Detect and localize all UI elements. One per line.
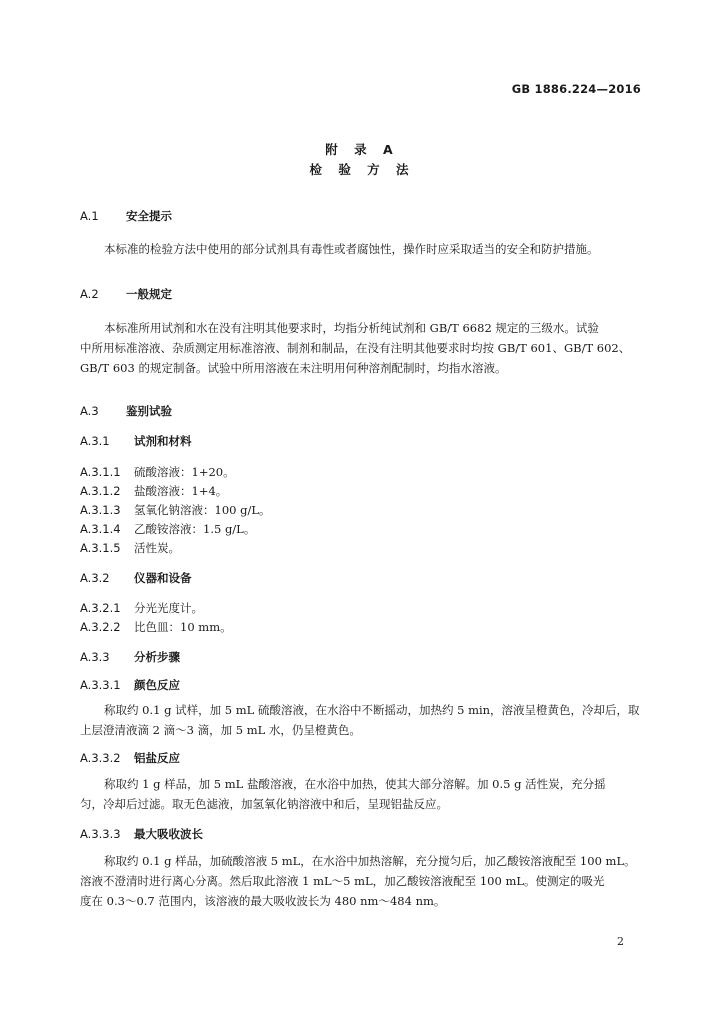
paragraph-line: 溶液不澄清时进行离心分离。然后取此溶液 1 mL～5 mL，加乙酸铵溶液配至 100 mL。使测定的吸光	[80, 874, 605, 888]
section-title: 鉴别试验	[126, 404, 172, 418]
list-item: A.3.1.3 氢氧化钠溶液：100 g/L。	[80, 503, 271, 517]
section-title: 最大吸收波长	[134, 827, 203, 841]
section-title: 分析步骤	[134, 650, 180, 664]
section-number: A.2	[80, 287, 99, 301]
list-item: A.3.1.5 活性炭。	[80, 541, 180, 555]
paragraph-line: GB/T 603 的规定制备。试验中所用溶液在未注明用何种溶剂配制时，均指水溶液。	[80, 361, 507, 375]
section-heading-a3-3-3	[80, 826, 203, 842]
paragraph-line: 上层澄清液滴 2 滴～3 滴，加 5 mL 水，仍呈橙黄色。	[80, 723, 361, 737]
list-item: A.3.1.2 盐酸溶液：1+4。	[80, 484, 228, 498]
list-item: A.3.2.1 分光光度计。	[80, 601, 203, 615]
paragraph-a1	[80, 239, 640, 259]
section-title: 试剂和材料	[134, 434, 192, 448]
section-heading-a3	[80, 403, 172, 419]
paragraph-line: 称取约 0.1 g 试样，加 5 mL 硫酸溶液，在水浴中不断摇动，加热约 5 min，溶液呈橙黄色，冷却后，取	[104, 703, 640, 717]
section-heading-a3-3-1	[80, 677, 180, 693]
paragraph-a2	[80, 318, 640, 378]
section-number: A.3.3.2	[80, 751, 121, 765]
section-title: 一般规定	[126, 287, 172, 301]
paragraph-line: 本标准所用试剂和水在没有注明其他要求时，均指分析纯试剂和 GB/T 6682 规定的三级水。试验	[104, 321, 599, 335]
list-item: A.3.2.2 比色皿：10 mm。	[80, 620, 232, 634]
section-number: A.3.3.3	[80, 827, 121, 841]
section-number: A.3	[80, 404, 99, 418]
paragraph-line: 称取约 1 g 样品，加 5 mL 盐酸溶液，在水浴中加热，使其大部分溶解。加 0.5 g 活性炭，充分摇	[104, 777, 606, 791]
standard-code: GB 1886.224—2016	[511, 82, 641, 96]
list-item: A.3.1.1 硫酸溶液：1+20。	[80, 465, 235, 479]
paragraph-line: 度在 0.3～0.7 范围内，该溶液的最大吸收波长为 480 nm～484 nm。	[80, 894, 446, 908]
section-number: A.3.3	[80, 650, 110, 664]
section-heading-a3-3	[80, 649, 180, 665]
section-title: 颜色反应	[134, 678, 180, 692]
paragraph-a3-3-1	[80, 700, 640, 740]
appendix-title: 附 录 A	[325, 142, 399, 157]
paragraph-a3-3-3	[80, 851, 640, 911]
page-number: 2	[617, 935, 624, 948]
list-item: A.3.1.4 乙酸铵溶液：1.5 g/L。	[80, 522, 256, 536]
section-title: 安全提示	[126, 209, 172, 223]
section-heading-a3-3-2	[80, 750, 180, 766]
section-heading-a1	[80, 208, 172, 224]
paragraph-line: 匀，冷却后过滤。取无色滤液，加氢氧化钠溶液中和后，呈现铝盐反应。	[80, 797, 448, 811]
paragraph-text: 本标准的检验方法中使用的部分试剂具有毒性或者腐蚀性，操作时应采取适当的安全和防护措施。	[104, 242, 599, 256]
section-heading-a3-1	[80, 433, 192, 449]
section-number: A.1	[80, 209, 99, 223]
section-number: A.3.1	[80, 434, 110, 448]
paragraph-line: 中所用标准溶液、杂质测定用标准溶液、制剂和制品，在没有注明其他要求时均按 GB/T 601、GB/T 602、	[80, 341, 631, 355]
section-heading-a3-2	[80, 570, 192, 586]
section-heading-a2	[80, 286, 172, 302]
paragraph-a3-3-2	[80, 774, 640, 814]
section-number: A.3.3.1	[80, 678, 121, 692]
section-number: A.3.2	[80, 571, 110, 585]
section-title: 铝盐反应	[134, 751, 180, 765]
appendix-subtitle: 检 验 方 法	[309, 162, 415, 177]
paragraph-line: 称取约 0.1 g 样品，加硫酸溶液 5 mL，在水浴中加热溶解，充分搅匀后，加乙酸铵溶液配至 100 mL。	[104, 854, 636, 868]
section-title: 仪器和设备	[134, 571, 192, 585]
